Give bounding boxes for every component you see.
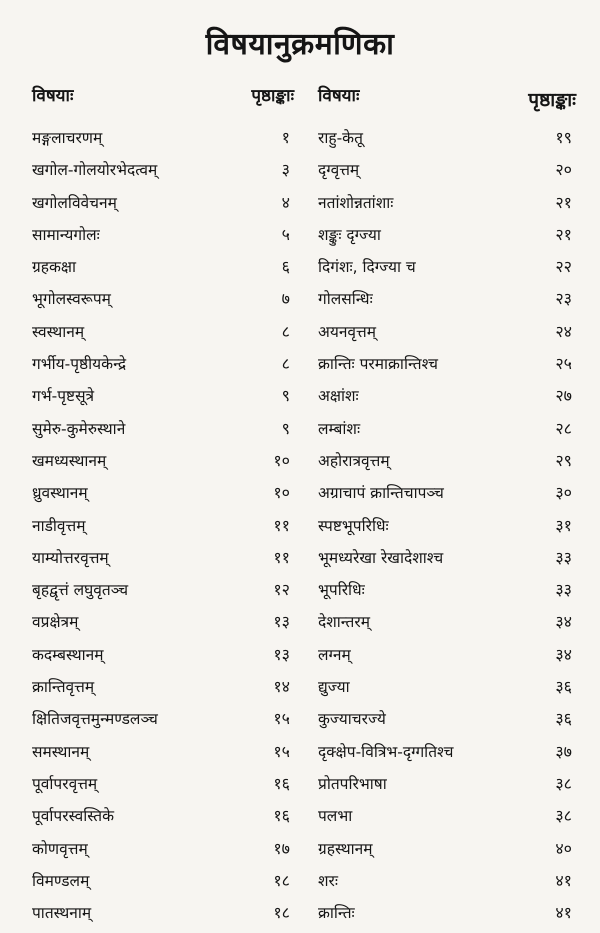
- page-number-header: पृष्ठाङ्काः: [528, 89, 576, 111]
- index-entry: [32, 191, 294, 223]
- entry-page-number: २७: [555, 386, 572, 406]
- entry-subject: याम्योत्तरवृत्तम्: [32, 548, 109, 567]
- entry-page-number: १४: [273, 677, 290, 697]
- entry-page-number: ६: [281, 257, 290, 277]
- index-entry: [32, 869, 294, 901]
- entry-subject: अयनवृत्तम्: [318, 322, 377, 341]
- entry-page-number: २४: [555, 321, 572, 341]
- index-entry: [318, 449, 576, 481]
- entry-subject: खमध्यस्थानम्: [32, 451, 107, 470]
- index-entry: [318, 126, 576, 158]
- entry-subject: शङ्कुः दृग्ज्या: [318, 225, 381, 244]
- entry-page-number: २०: [555, 160, 572, 180]
- index-entry: [32, 643, 294, 675]
- entry-page-number: ३३: [555, 580, 572, 600]
- index-entry: [318, 223, 576, 255]
- index-entry: [318, 417, 576, 449]
- index-entry: [32, 837, 294, 869]
- entry-page-number: २९: [555, 450, 572, 470]
- entry-page-number: ११: [273, 515, 290, 535]
- index-entry: [32, 320, 294, 352]
- index-entry: [318, 352, 576, 384]
- entry-page-number: ८: [281, 354, 290, 374]
- entry-subject: सुमेरु-कुमेरुस्थाने: [32, 419, 126, 438]
- entry-subject: दृग्वृत्तम्: [318, 161, 360, 180]
- entry-subject: गर्भीय-पृष्ठीयकेन्द्रे: [32, 355, 127, 374]
- entry-page-number: ३०: [555, 483, 572, 503]
- entry-page-number: ३८: [555, 773, 572, 793]
- entry-subject: खगोलविवेचनम्: [32, 193, 117, 212]
- entry-subject: क्रान्तिः: [318, 904, 355, 923]
- page-number-header: पृष्ठाङ्काः: [251, 86, 294, 106]
- entry-subject: राहु-केतू: [318, 129, 363, 147]
- index-entry: [318, 287, 576, 319]
- entry-page-number: ११: [273, 547, 290, 567]
- entry-page-number: १८: [273, 870, 290, 890]
- entry-subject: नतांशोन्नतांशाः: [318, 193, 394, 212]
- entry-subject: कोणवृत्तम्: [32, 839, 88, 858]
- entry-page-number: ३४: [555, 644, 572, 664]
- index-list: [32, 126, 294, 933]
- index-entry: [318, 804, 576, 836]
- entry-page-number: १०: [273, 483, 290, 503]
- index-entry: [318, 481, 576, 513]
- entry-page-number: ४१: [555, 870, 572, 890]
- entry-subject: भूपरिधिः: [318, 581, 365, 600]
- entry-subject: क्रान्तिः परमाक्रान्तिश्च: [318, 355, 438, 374]
- page-title: विषयानुक्रमणिका: [205, 27, 395, 62]
- index-entry: [32, 804, 294, 836]
- index-entry: [32, 610, 294, 642]
- entry-subject: पूर्वापरवृत्तम्: [32, 774, 98, 793]
- entry-page-number: १३: [273, 644, 290, 664]
- entry-page-number: ३४: [555, 612, 572, 632]
- index-entry: [32, 126, 294, 158]
- entry-page-number: ३६: [555, 709, 572, 729]
- index-entry: [32, 901, 294, 933]
- index-entry: [32, 417, 294, 449]
- index-entry: [318, 191, 576, 223]
- entry-page-number: ३७: [555, 741, 572, 761]
- entry-subject: दृक्क्षेप-वित्रिभ-दृग्गतिश्च: [318, 742, 454, 761]
- entry-subject: स्वस्थानम्: [32, 322, 85, 341]
- entry-subject: शरः: [318, 871, 339, 890]
- entry-subject: नाडीवृत्तम्: [32, 516, 86, 535]
- entry-page-number: ३८: [555, 806, 572, 826]
- index-entry: [318, 772, 576, 804]
- entry-subject: गोलसन्धिः: [318, 290, 373, 309]
- entry-page-number: ९: [281, 418, 290, 438]
- index-entry: [32, 514, 294, 546]
- index-entry: [318, 546, 576, 578]
- entry-subject: पलभा: [318, 807, 353, 826]
- entry-page-number: २१: [555, 224, 572, 244]
- entry-subject: ग्रहस्थानम्: [318, 839, 373, 858]
- entry-subject: कुज्याचरज्ये: [318, 710, 386, 729]
- entry-subject: समस्थानम्: [32, 742, 90, 761]
- entry-page-number: ४: [281, 192, 290, 212]
- entry-subject: मङ्गलाचरणम्: [32, 129, 103, 147]
- index-entry: [32, 578, 294, 610]
- index-entry: [318, 901, 576, 933]
- entry-subject: देशान्तरम्: [318, 613, 371, 632]
- entry-page-number: १३: [273, 612, 290, 632]
- entry-subject: लम्बांशः: [318, 419, 361, 438]
- left-column: [32, 82, 294, 933]
- entry-page-number: २१: [555, 192, 572, 212]
- index-entry: [318, 643, 576, 675]
- entry-subject: लग्नम्: [318, 645, 351, 664]
- index-entry: [318, 320, 576, 352]
- entry-subject: अग्राचापं क्रान्तिचापञ्च: [318, 484, 444, 503]
- index-entry: [32, 546, 294, 578]
- entry-subject: गर्भ-पृष्टसूत्रे: [32, 387, 95, 406]
- entry-page-number: १७: [273, 838, 290, 858]
- entry-subject: स्पष्टभूपरिधिः: [318, 516, 389, 535]
- index-entry: [318, 707, 576, 739]
- entry-subject: कदम्बस्थानम्: [32, 645, 104, 664]
- entry-page-number: १८: [273, 903, 290, 923]
- index-entry: [32, 772, 294, 804]
- entry-subject: अक्षांशः: [318, 387, 359, 406]
- entry-subject: विमण्डलम्: [32, 871, 90, 890]
- entry-page-number: १५: [273, 709, 290, 729]
- index-entry: [32, 223, 294, 255]
- entry-subject: भूमध्यरेखा रेखादेशाश्च: [318, 548, 444, 567]
- entry-subject: प्रोतपरिभाषा: [318, 774, 387, 793]
- index-entry: [32, 675, 294, 707]
- subject-header: विषयाः: [32, 86, 74, 106]
- entry-page-number: ३: [281, 160, 290, 180]
- entry-subject: द्युज्या: [318, 678, 350, 697]
- entry-page-number: ४०: [555, 838, 572, 858]
- entry-subject: सामान्यगोलः: [32, 225, 100, 244]
- entry-subject: अहोरात्रवृत्तम्: [318, 451, 390, 470]
- entry-page-number: १६: [273, 806, 290, 826]
- index-entry: [32, 255, 294, 287]
- index-entry: [318, 158, 576, 190]
- column-header: [32, 82, 294, 116]
- entry-page-number: ४१: [555, 903, 572, 923]
- index-entry: [318, 675, 576, 707]
- entry-page-number: २८: [555, 418, 572, 438]
- entry-page-number: ३३: [555, 547, 572, 567]
- entry-page-number: १२: [273, 580, 290, 600]
- index-entry: [318, 384, 576, 416]
- entry-page-number: २५: [555, 354, 572, 374]
- entry-page-number: १६: [273, 773, 290, 793]
- entry-page-number: १०: [273, 450, 290, 470]
- index-entry: [32, 287, 294, 319]
- index-entry: [32, 707, 294, 739]
- entry-subject: पातस्थनाम्: [32, 904, 92, 923]
- index-list: [318, 126, 576, 933]
- entry-subject: पूर्वापरस्वस्तिके: [32, 807, 115, 826]
- index-entry: [318, 610, 576, 642]
- index-entry: [318, 578, 576, 610]
- right-column: [318, 82, 576, 933]
- entry-page-number: ८: [281, 321, 290, 341]
- index-entry: [318, 255, 576, 287]
- entry-subject: भूगोलस्वरूपम्: [32, 290, 111, 309]
- entry-page-number: २२: [555, 257, 572, 277]
- entry-page-number: १५: [273, 741, 290, 761]
- entry-page-number: २३: [555, 289, 572, 309]
- entry-page-number: ७: [281, 289, 290, 309]
- index-entry: [32, 158, 294, 190]
- entry-subject: खगोल-गोलयोरभेदत्वम्: [32, 161, 158, 180]
- entry-page-number: १: [281, 128, 290, 147]
- index-entry: [318, 740, 576, 772]
- index-entry: [32, 384, 294, 416]
- entry-page-number: ३६: [555, 677, 572, 697]
- entry-subject: क्रान्तिवृत्तम्: [32, 678, 95, 697]
- subject-header: विषयाः: [318, 86, 360, 106]
- index-entry: [32, 352, 294, 384]
- entry-subject: ग्रहकक्षा: [32, 258, 77, 277]
- index-entry: [318, 837, 576, 869]
- index-entry: [32, 481, 294, 513]
- index-entry: [318, 514, 576, 546]
- index-entry: [32, 740, 294, 772]
- index-entry: [32, 449, 294, 481]
- column-header: [318, 82, 576, 116]
- entry-page-number: ५: [281, 224, 290, 244]
- entry-subject: वप्रक्षेत्रम्: [32, 613, 79, 632]
- entry-subject: ध्रुवस्थानम्: [32, 484, 88, 503]
- entry-subject: बृहद्वृत्तं लघुवृतञ्च: [32, 581, 129, 600]
- entry-page-number: १९: [555, 128, 572, 147]
- entry-page-number: ३१: [555, 515, 572, 535]
- index-entry: [318, 869, 576, 901]
- entry-subject: दिगंशः, दिग्ज्या च: [318, 258, 416, 277]
- entry-subject: क्षितिजवृत्तमुन्मण्डलञ्च: [32, 710, 158, 729]
- entry-page-number: ९: [281, 386, 290, 406]
